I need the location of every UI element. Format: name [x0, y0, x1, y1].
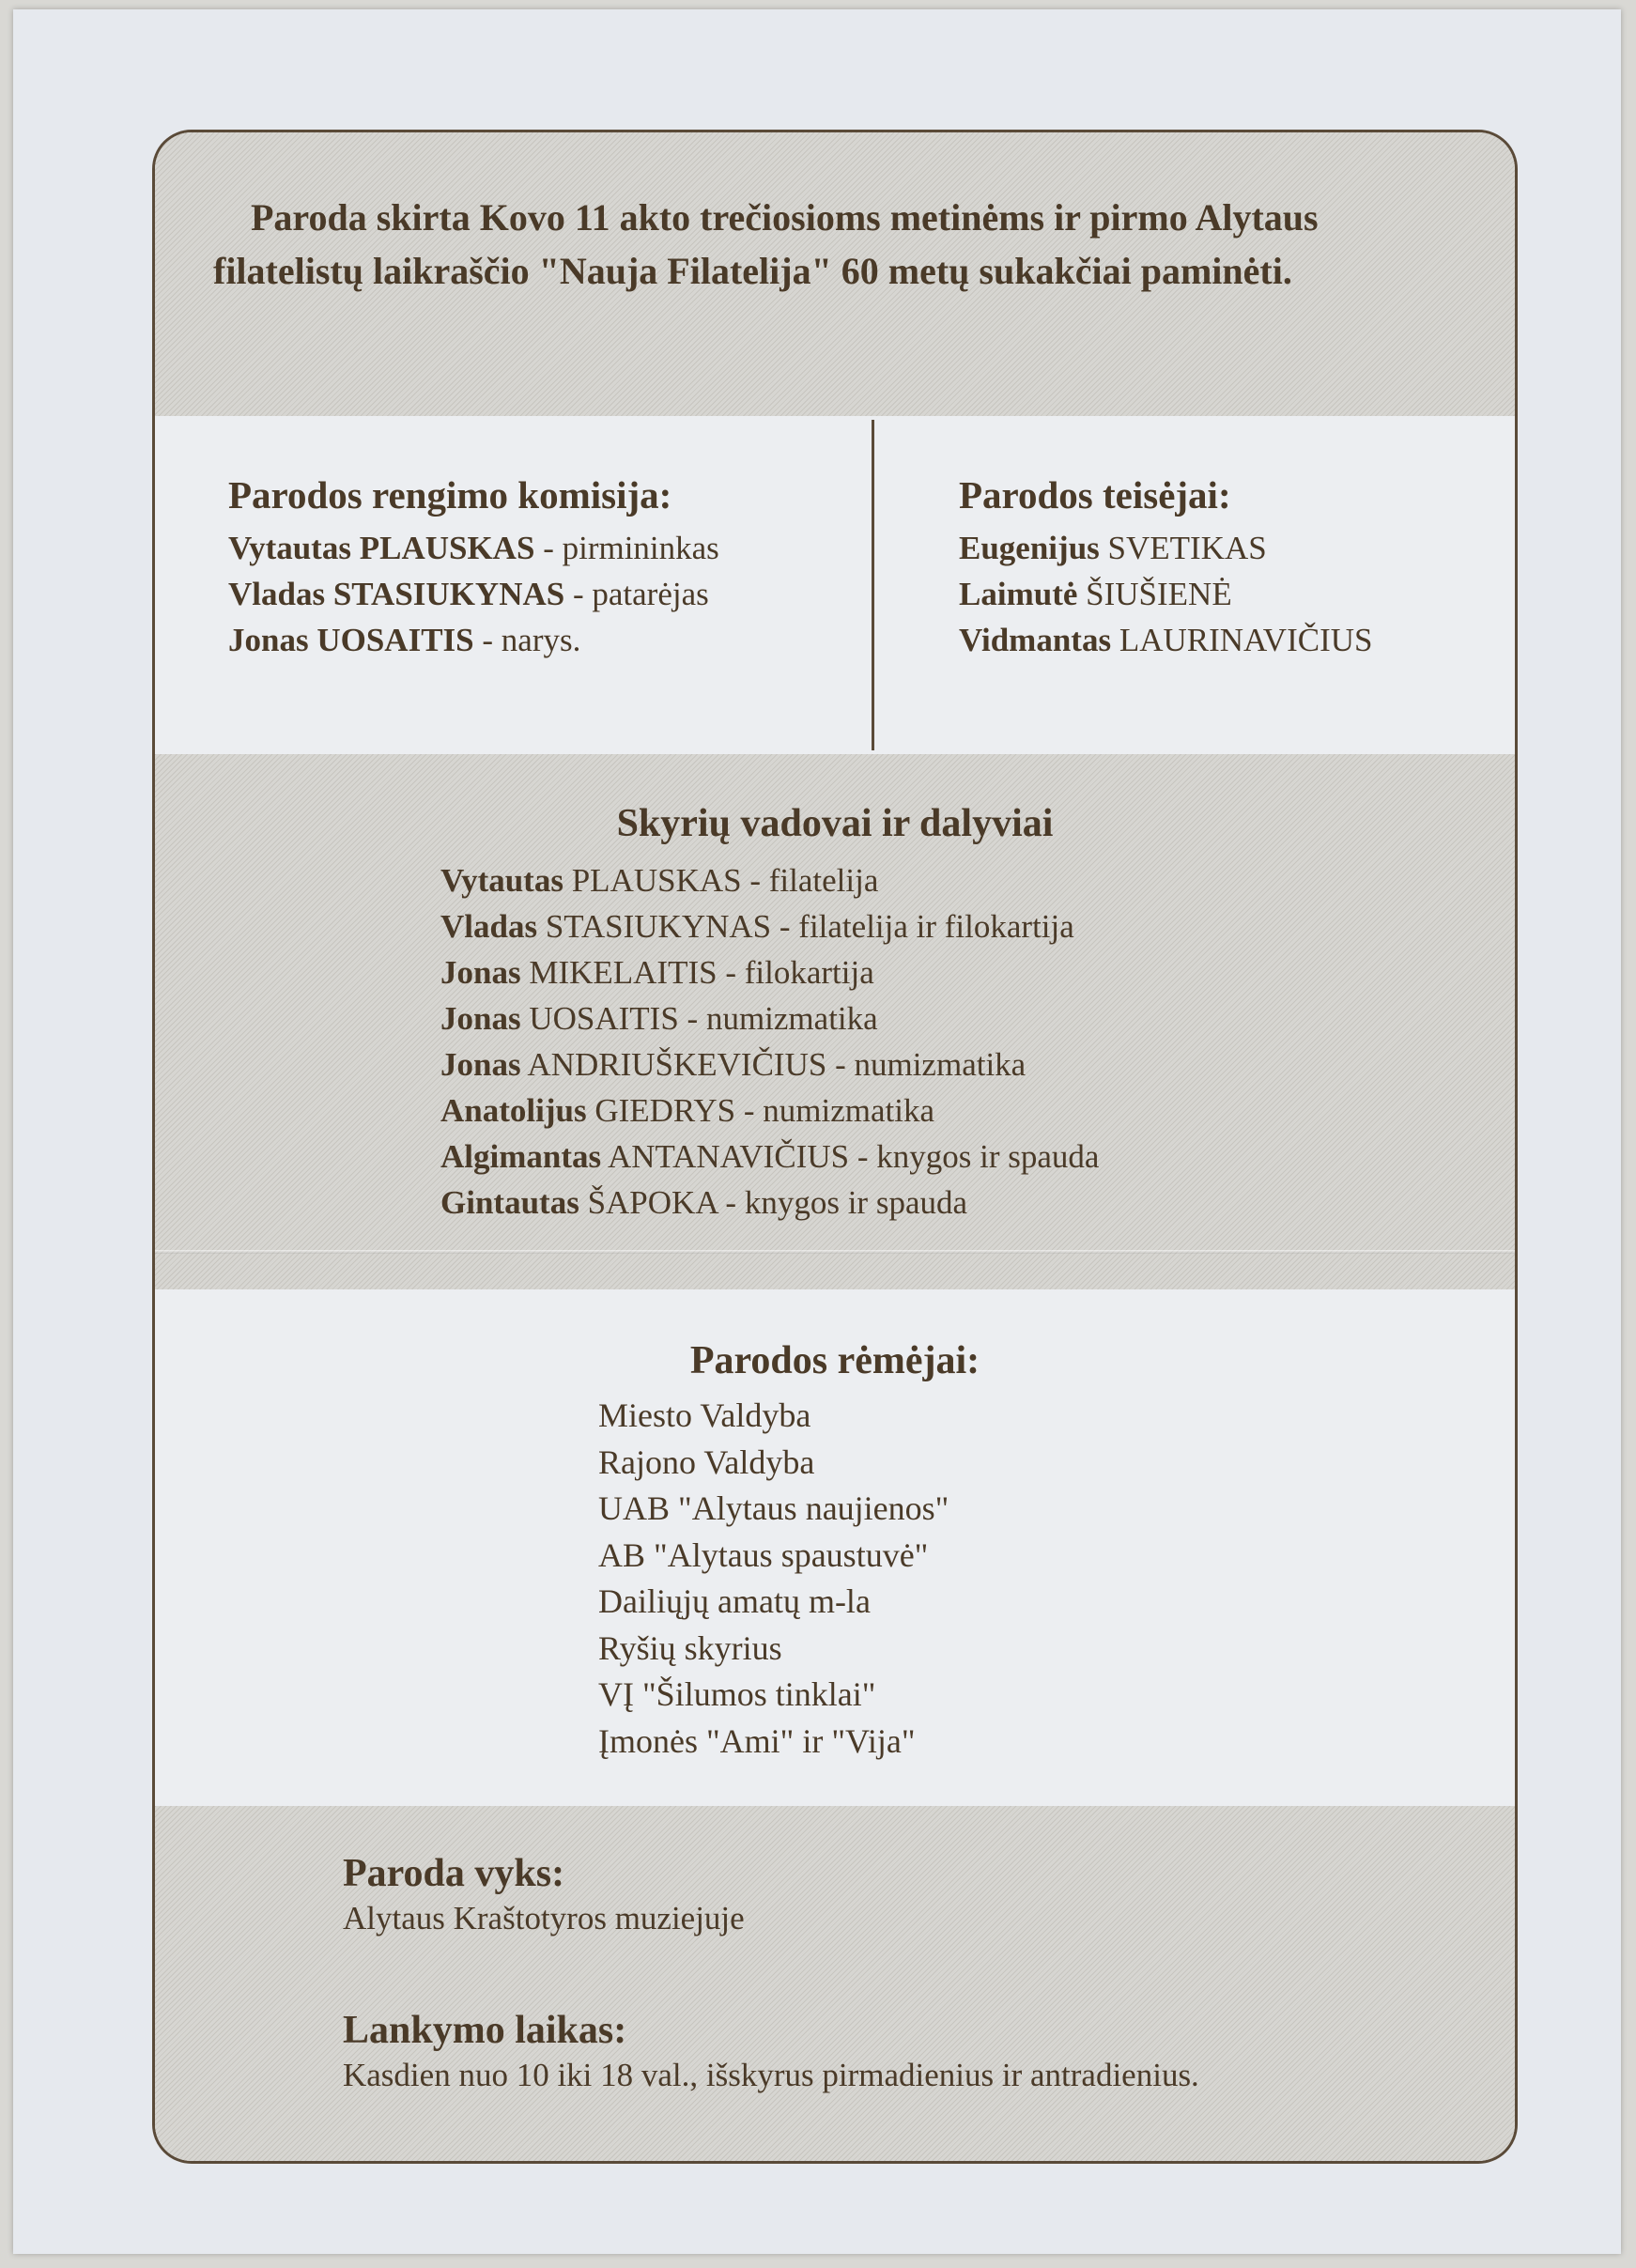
section-leader: Vytautas PLAUSKAS - filatelija — [440, 862, 879, 899]
sections-section — [155, 754, 1515, 1289]
intro-section — [155, 132, 1515, 416]
rounded-frame — [152, 130, 1518, 2164]
column-divider — [872, 420, 874, 750]
section-leader: Jonas ANDRIUŠKEVIČIUS - numizmatika — [440, 1046, 1026, 1083]
sponsors-list — [598, 1393, 949, 1765]
judge-member: Laimutė ŠIUŠIENĖ — [959, 576, 1232, 612]
sponsor-item: Ryšių skyrius — [598, 1628, 782, 1667]
section-leader: Anatolijus GIEDRYS - numizmatika — [440, 1092, 934, 1129]
sections-heading: Skyrių vadovai ir dalyviai — [616, 802, 1054, 845]
leaflet-sheet — [13, 9, 1621, 2254]
sponsor-item: Miesto Valdyba — [598, 1396, 811, 1434]
venue-text: Alytaus Kraštotyros muziejuje — [343, 1900, 745, 1936]
section-leader: Jonas MIKELAITIS - filokartija — [440, 954, 874, 991]
sponsors-section — [155, 1289, 1515, 1806]
judge-member: Eugenijus SVETIKAS — [959, 530, 1267, 566]
hours-heading: Lankymo laikas: — [343, 2009, 627, 2052]
sponsor-item: Rajono Valdyba — [598, 1443, 815, 1481]
sponsor-item: Dailiųjų amatų m-la — [598, 1582, 871, 1620]
sponsor-item: VĮ "Šilumos tinklai" — [598, 1675, 876, 1713]
venue-section — [155, 1806, 1515, 2161]
committee-member: Jonas UOSAITIS - narys. — [228, 622, 581, 658]
sponsor-item: UAB "Alytaus naujienos" — [598, 1489, 949, 1527]
committee-section — [155, 416, 1515, 754]
sponsor-item: AB "Alytaus spaustuvė" — [598, 1535, 929, 1574]
intro-text: Paroda skirta Kovo 11 akto trečiosioms metinėms ir pirmo Alytaus filatelistų laikraščio "Nauja Filatelija" 60 metų sukakčiai paminėti. — [213, 196, 1319, 292]
hours-text: Kasdien nuo 10 iki 18 val., išskyrus pirmadienius ir antradienius. — [343, 2057, 1199, 2093]
committee-column — [228, 472, 719, 663]
sections-list — [440, 857, 1099, 1226]
sponsor-item: Įmonės "Ami" ir "Vija" — [598, 1721, 916, 1760]
committee-member: Vladas STASIUKYNAS - patarėjas — [228, 576, 709, 612]
hours-block — [343, 2008, 1199, 2098]
judge-member: Vidmantas LAURINAVIČIUS — [959, 622, 1373, 658]
section-leader: Algimantas ANTANAVIČIUS - knygos ir spauda — [440, 1138, 1100, 1175]
committee-member: Vytautas PLAUSKAS - pirmininkas — [228, 530, 719, 566]
judges-heading: Parodos teisėjai: — [959, 473, 1231, 517]
venue-block — [343, 1851, 745, 1941]
venue-heading: Paroda vyks: — [343, 1852, 565, 1895]
fold-crease — [155, 1250, 1515, 1254]
section-leader: Jonas UOSAITIS - numizmatika — [440, 1000, 878, 1037]
committee-heading: Parodos rengimo komisija: — [228, 473, 672, 517]
section-leader: Gintautas ŠAPOKA - knygos ir spauda — [440, 1184, 968, 1221]
judges-column — [959, 472, 1372, 663]
sponsors-heading: Parodos rėmėjai: — [689, 1339, 980, 1382]
section-leader: Vladas STASIUKYNAS - filatelija ir filokartija — [440, 908, 1074, 945]
